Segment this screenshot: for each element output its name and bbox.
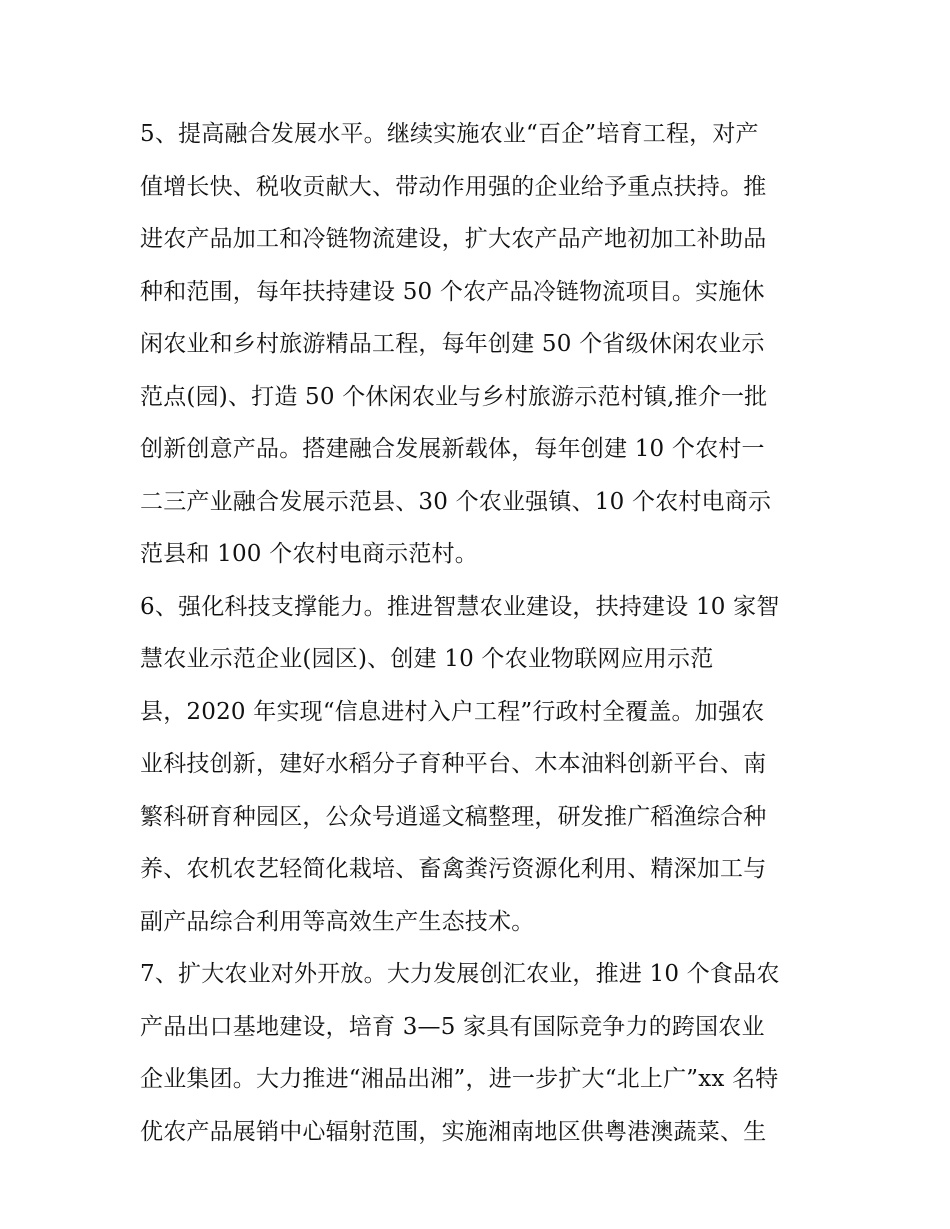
text-line: 副产品综合利用等高效生产生态技术。 [140, 908, 535, 935]
text-line: 慧农业示范企业(园区)、创建 10 个农业物联网应用示范 [140, 646, 714, 672]
text-line: 闲农业和乡村旅游精品工程，每年创建 50 个省级休闲农业示 [140, 331, 765, 357]
text-line: 范点(园)、打造 50 个休闲农业与乡村旅游示范村镇,推介一批 [140, 383, 768, 410]
text-line: 7、扩大农业对外开放。大力发展创汇农业，推进 10 个食品农 [140, 961, 780, 987]
text-line: 5、提高融合发展水平。继续实施农业“百企”培育工程，对产 [140, 121, 759, 147]
text-line: 业科技创新，建好水稻分子育种平台、木本油料创新平台、南 [140, 751, 767, 777]
text-line: 养、农机农艺轻简化栽培、畜禽粪污资源化利用、精深加工与 [140, 856, 767, 882]
text-line: 6、强化科技支撑能力。推进智慧农业建设，扶持建设 10 家智 [140, 593, 780, 620]
text-line: 优农产品展销中心辐射范围，实施湘南地区供粤港澳蔬菜、生 [140, 1118, 767, 1145]
text-line: 繁科研育种园区，公众号逍遥文稿整理，研发推广稻渔综合种 [140, 803, 767, 830]
text-line: 值增长快、税收贡献大、带动作用强的企业给予重点扶持。推 [140, 173, 767, 200]
text-line: 二三产业融合发展示范县、30 个农业强镇、10 个农村电商示 [140, 488, 772, 515]
text-line: 种和范围，每年扶持建设 50 个农产品冷链物流项目。实施休 [140, 278, 765, 305]
text-line: 创新创意产品。搭建融合发展新载体，每年创建 10 个农村一 [140, 436, 765, 462]
text-line: 范县和 100 个农村电商示范村。 [140, 541, 478, 567]
text-line: 产品出口基地建设，培育 3—5 家具有国际竞争力的跨国农业 [140, 1013, 765, 1040]
text-line: 进农产品加工和冷链物流建设，扩大农产品产地初加工补助品 [140, 226, 767, 252]
text-line: 企业集团。大力推进“湘品出湘”，进一步扩大“北上广”xx 名特 [140, 1066, 779, 1092]
text-line: 县，2020 年实现“信息进村入户工程”行政村全覆盖。加强农 [140, 698, 765, 725]
body-text [140, 108, 830, 1158]
